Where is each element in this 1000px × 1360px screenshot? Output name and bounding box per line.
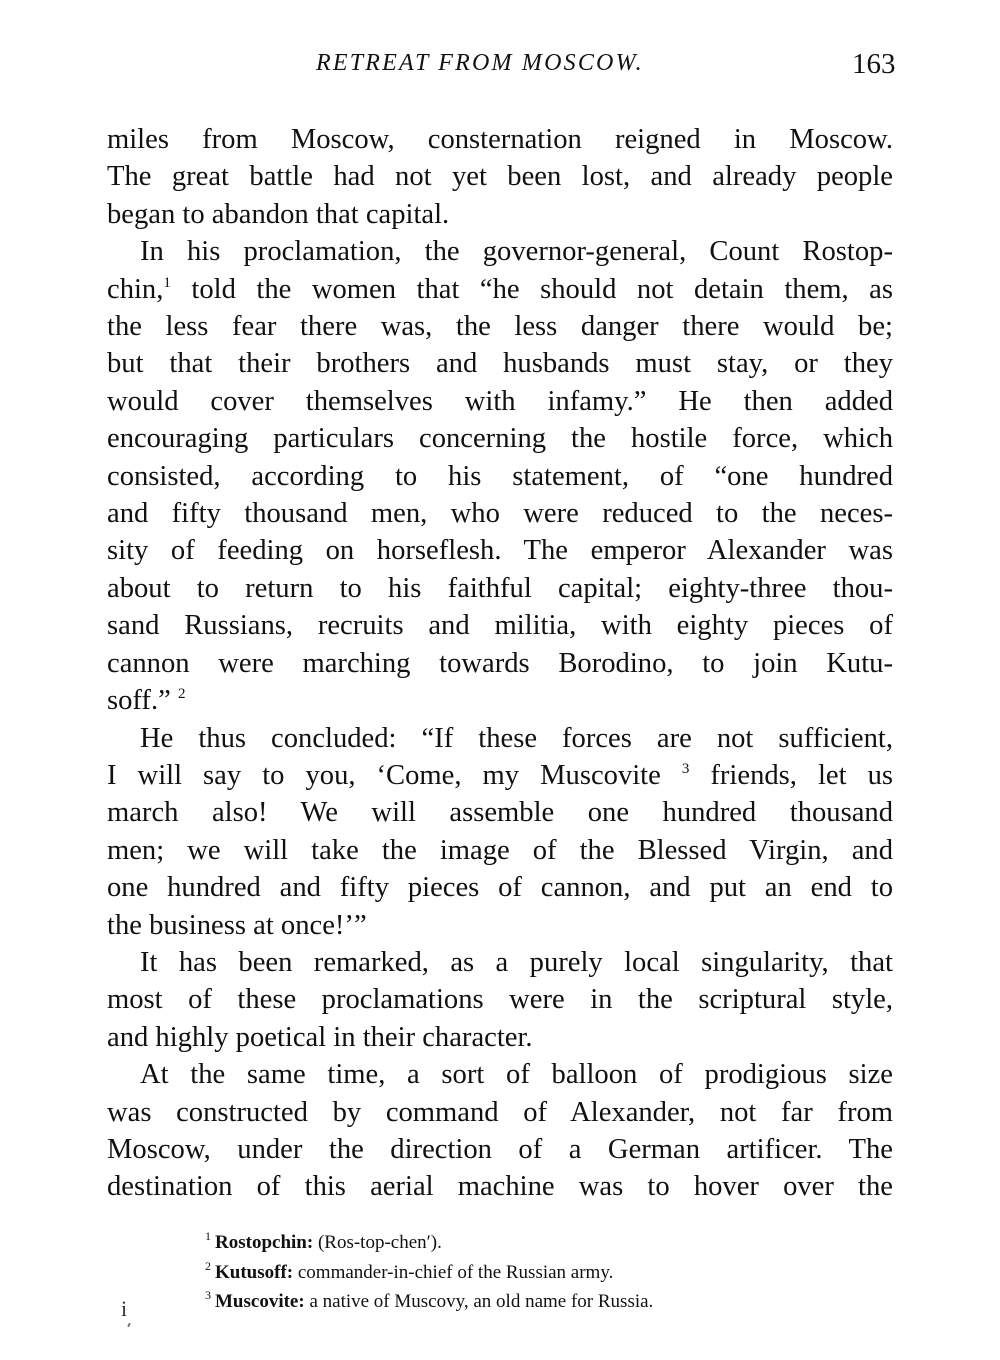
footnote-text: (Ros-top-chen′).	[313, 1232, 442, 1253]
text-fragment: soff.”	[107, 685, 171, 717]
footnote-ref-3[interactable]: 3	[681, 760, 690, 777]
text-line: one hundred and fifty pieces of cannon, and put an end to	[107, 872, 893, 904]
text-line: It has been remarked, as a purely local singularity, that	[140, 946, 893, 978]
text-line-with-footnote	[107, 682, 893, 719]
text-line: miles from Moscow, consternation reigned in Moscow.	[107, 124, 893, 155]
footnote-term: Muscovite:	[215, 1291, 305, 1312]
text-line-with-footnote	[107, 271, 893, 308]
running-head	[0, 50, 1000, 90]
footnote-2	[205, 1258, 885, 1288]
paragraph-4	[107, 944, 893, 1056]
running-title: RETREAT FROM MOSCOW.	[316, 50, 644, 76]
footnote-term: Rostopchin:	[215, 1232, 314, 1253]
text-line: the business at once!’”	[107, 909, 367, 941]
footnote-ref-2[interactable]: 2	[177, 686, 186, 703]
text-line: consisted, according to his statement, of “one hundred	[107, 460, 893, 492]
margin-mark: i	[121, 1296, 128, 1321]
text-fragment: chin,	[107, 273, 164, 305]
paragraph-1	[107, 121, 893, 233]
text-line: and highly poetical in their character.	[107, 1021, 533, 1053]
text-fragment: told the women that “he should not detain them, as	[170, 273, 893, 305]
text-line: was constructed by command of Alexander, not far from	[107, 1096, 893, 1128]
footnote-text: a native of Muscovy, an old name for Russia.	[304, 1291, 654, 1312]
text-line: In his proclamation, the governor-general, Count Rostop-	[140, 236, 893, 268]
text-line: the less fear there was, the less danger there would be;	[107, 311, 893, 343]
text-line: began to abandon that capital.	[107, 198, 450, 230]
paragraph-3	[107, 720, 893, 944]
page-number: 163	[852, 48, 896, 80]
text-line: about to return to his faithful capital; eighty-three thou-	[107, 572, 893, 604]
footnote-text: commander-in-chief of the Russian army.	[293, 1261, 614, 1283]
text-line: destination of this aerial machine was to hover over the	[107, 1171, 893, 1203]
text-line: The great battle had not yet been lost, and already people	[107, 161, 893, 193]
text-line: men; we will take the image of the Blessed Virgin, and	[107, 834, 893, 866]
paragraph-2	[107, 233, 893, 719]
footnote-number: 3	[205, 1288, 211, 1302]
text-line: At the same time, a sort of balloon of prodigious size	[140, 1059, 893, 1091]
footnote-1	[205, 1228, 885, 1258]
footnotes	[205, 1228, 885, 1317]
footnote-number: 1	[205, 1229, 211, 1243]
body-text	[107, 121, 893, 1206]
text-line: most of these proclamations were in the scriptural style,	[107, 984, 893, 1016]
text-line: He thus concluded: “If these forces are not sufficient,	[140, 722, 893, 754]
footnote-number: 2	[205, 1258, 211, 1273]
text-line: and fifty thousand men, who were reduced to the neces-	[107, 498, 893, 530]
text-line: sity of feeding on horseflesh. The emperor Alexander was	[107, 535, 893, 567]
footnote-3	[205, 1287, 885, 1317]
text-line: encouraging particulars concerning the hostile force, which	[107, 423, 893, 455]
scan-speck	[127, 1323, 131, 1327]
text-fragment: friends, let us	[689, 759, 893, 791]
text-line: sand Russians, recruits and militia, with eighty pieces of	[107, 610, 893, 642]
text-line: would cover themselves with infamy.” He then added	[107, 385, 893, 417]
footnote-ref-1[interactable]: 1	[163, 274, 171, 291]
text-line: march also! We will assemble one hundred thousand	[107, 797, 893, 829]
paragraph-5	[107, 1056, 893, 1206]
footnote-term: Kutusoff:	[215, 1261, 294, 1283]
text-line: cannon were marching towards Borodino, to join Kutu-	[107, 647, 893, 679]
text-line: Moscow, under the direction of a German artificer. The	[107, 1133, 893, 1165]
text-line: but that their brothers and husbands must stay, or they	[107, 348, 893, 380]
text-fragment: I will say to you, ‘Come, my Muscovite	[107, 759, 661, 791]
text-line-with-footnote	[107, 757, 893, 794]
